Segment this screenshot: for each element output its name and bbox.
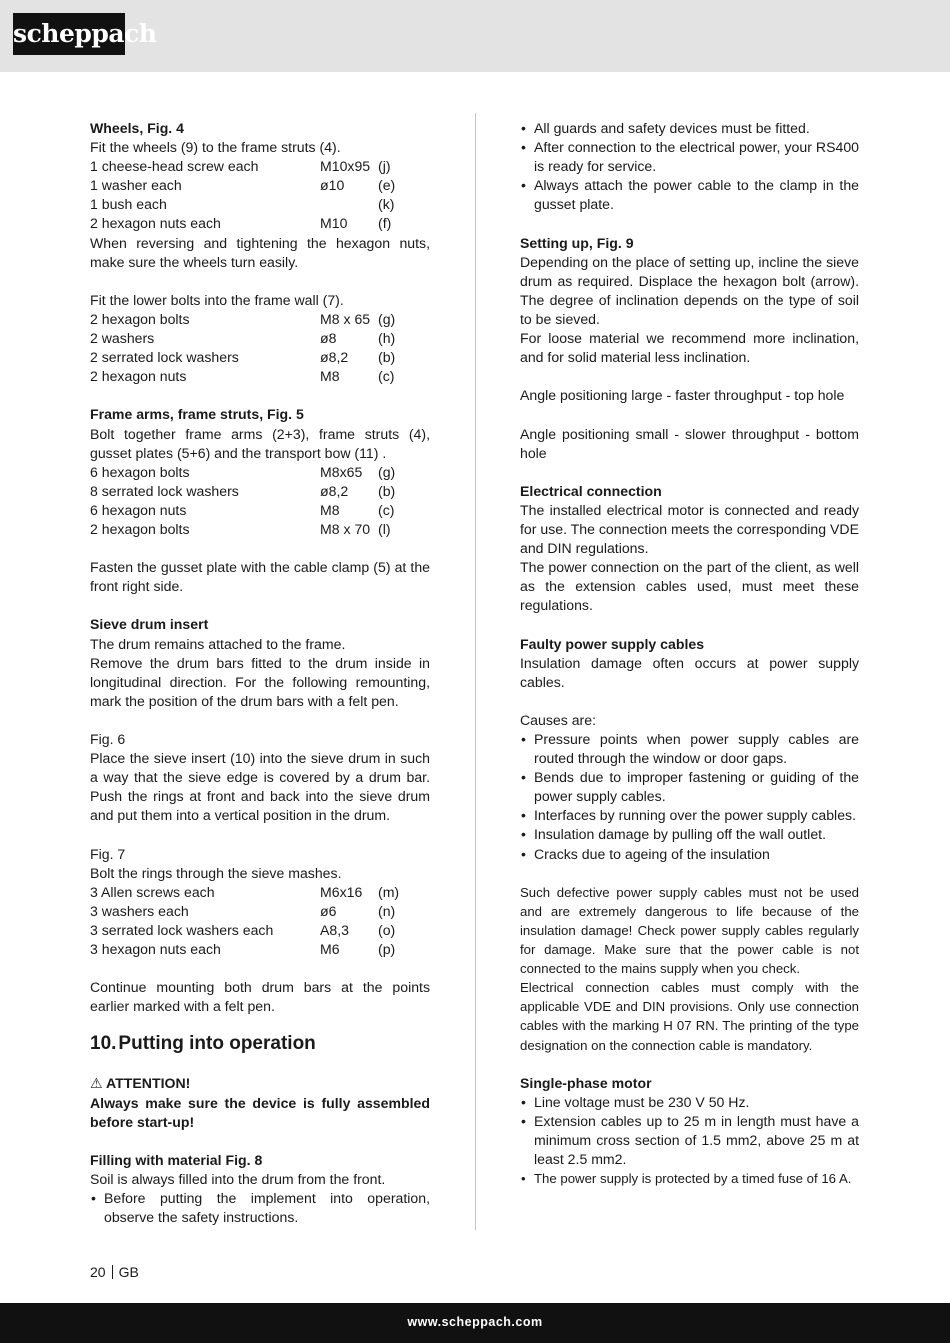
parts-row: 1 cheese-head screw each M10x95 (j) bbox=[90, 158, 391, 175]
list-item: • Bends due to improper fastening or guiding of the power supply cables. bbox=[520, 768, 859, 806]
list-item: • After connection to the electrical power, your RS400 is ready for service. bbox=[520, 138, 859, 176]
frame-heading: Frame arms, frame struts, Fig. 5 bbox=[90, 406, 304, 423]
fig7-text: Bolt the rings through the sieve mashes. bbox=[90, 864, 342, 881]
single-phase-heading: Single-phase motor bbox=[520, 1074, 652, 1091]
parts-row: 2 hexagon bolts M8 x 65 (g) bbox=[90, 310, 396, 327]
list-item: • Line voltage must be 230 V 50 Hz. bbox=[520, 1093, 859, 1112]
page-number bbox=[90, 1264, 139, 1280]
fig6-text: Place the sieve insert (10) into the sieve drum in such a way that the sieve edge is covered by a drum bar. Push the rings at front and back into the sieve drum and put them into a vertical position in the drum. bbox=[90, 750, 430, 824]
list-item: • Interfaces by running over the power supply cables. bbox=[520, 806, 859, 825]
left-column bbox=[90, 119, 430, 1227]
faulty-heading: Faulty power supply cables bbox=[520, 635, 705, 652]
sieve-text-2: Remove the drum bars fitted to the drum inside in longitudinal direction. For the following remounting, mark the position of the drum bars with a felt pen. bbox=[90, 654, 430, 709]
filling-list bbox=[90, 1189, 430, 1227]
section-number: 10. bbox=[90, 1033, 117, 1055]
parts-row: 3 serrated lock washers each A8,3 (o) bbox=[90, 921, 396, 938]
wheels-heading: Wheels, Fig. 4 bbox=[90, 120, 184, 136]
list-item: • All guards and safety devices must be fitted. bbox=[520, 119, 859, 138]
brand-logo: scheppach bbox=[13, 13, 125, 55]
parts-row: 1 bush each (k) bbox=[90, 196, 395, 213]
website-link[interactable]: www.scheppach.com bbox=[407, 1315, 543, 1329]
page-separator bbox=[112, 1265, 113, 1279]
fig6-label: Fig. 6 bbox=[90, 731, 126, 747]
frame-parts-list bbox=[90, 463, 430, 539]
causes-label: Causes are: bbox=[520, 711, 596, 728]
setup-heading: Setting up, Fig. 9 bbox=[520, 234, 634, 251]
list-item: • Always attach the power cable to the clamp in the gusset plate. bbox=[520, 176, 859, 214]
list-item: • The power supply is protected by a timed fuse of 16 A. bbox=[520, 1169, 859, 1188]
parts-row: 6 hexagon nuts M8 (c) bbox=[90, 501, 395, 518]
list-item: • Before putting the implement into operation, observe the safety instructions. bbox=[90, 1189, 430, 1227]
parts-row: 2 serrated lock washers ø8,2 (b) bbox=[90, 349, 396, 366]
safety-list bbox=[520, 119, 859, 214]
fig7-parts-list bbox=[90, 883, 430, 959]
setup-text-2: For loose material we recommend more inclination, and for solid material less inclination. bbox=[520, 330, 859, 366]
electrical-text-1: The installed electrical motor is connected and ready for use. The connection meets the corresponding VDE and DIN regulations. bbox=[520, 501, 859, 557]
parts-row: 6 hexagon bolts M8x65 (g) bbox=[90, 463, 396, 480]
frame-text: Bolt together frame arms (2+3), frame struts (4), gusset plates (5+6) and the transport bow (11) . bbox=[90, 425, 430, 461]
parts-row: 3 hexagon nuts each M6 (p) bbox=[90, 941, 396, 958]
page-language: GB bbox=[118, 1264, 139, 1280]
continue-text: Continue mounting both drum bars at the points earlier marked with a felt pen. bbox=[90, 979, 430, 1015]
parts-row: 1 washer each ø10 (e) bbox=[90, 177, 396, 194]
electrical-text-2: The power connection on the part of the client, as well as the extension cables used, must meet these regulations. bbox=[520, 559, 859, 614]
wheels-parts-list bbox=[90, 157, 430, 233]
column-divider bbox=[475, 113, 476, 1230]
angle-large-text: Angle positioning large - faster throughput - top hole bbox=[520, 387, 845, 404]
attention-text: Always make sure the device is fully assembled before start-up! bbox=[90, 1094, 430, 1130]
filling-text: Soil is always filled into the drum from the front. bbox=[90, 1170, 386, 1187]
filling-heading: Filling with material Fig. 8 bbox=[90, 1151, 263, 1168]
attention-heading: ⚠ ATTENTION! bbox=[90, 1075, 191, 1092]
list-item: • Pressure points when power supply cables are routed through the window or door gaps. bbox=[520, 730, 859, 768]
wheels-text: Fit the wheels (9) to the frame struts (4). bbox=[90, 139, 341, 156]
lower-bolts-text: Fit the lower bolts into the frame wall (7). bbox=[90, 291, 344, 308]
header-bar bbox=[0, 0, 950, 72]
right-column bbox=[520, 119, 859, 1188]
single-phase-list bbox=[520, 1093, 859, 1188]
section-title: Putting into operation bbox=[118, 1033, 316, 1055]
sieve-text-1: The drum remains attached to the frame. bbox=[90, 635, 346, 652]
sieve-heading: Sieve drum insert bbox=[90, 616, 209, 633]
parts-row: 3 washers each ø6 (n) bbox=[90, 902, 396, 919]
faulty-text: Insulation damage often occurs at power supply cables. bbox=[520, 654, 859, 690]
causes-list bbox=[520, 730, 859, 864]
fig7-label: Fig. 7 bbox=[90, 845, 126, 862]
parts-row: 3 Allen screws each M6x16 (m) bbox=[90, 883, 400, 900]
page-number-value: 20 bbox=[90, 1264, 106, 1280]
wheels-note: When reversing and tightening the hexagon nuts, make sure the wheels turn easily. bbox=[90, 234, 430, 270]
angle-small-text: Angle positioning small - slower throughput - bottom hole bbox=[520, 425, 859, 461]
footer-bar bbox=[0, 1303, 950, 1343]
list-item: • Cracks due to ageing of the insulation bbox=[520, 845, 859, 864]
section-heading bbox=[90, 1032, 430, 1056]
list-item: • Insulation damage by pulling off the wall outlet. bbox=[520, 825, 859, 844]
parts-row: 2 hexagon nuts each M10 (f) bbox=[90, 215, 392, 232]
parts-row: 2 hexagon nuts M8 (c) bbox=[90, 368, 395, 385]
parts-row: 8 serrated lock washers ø8,2 (b) bbox=[90, 482, 396, 499]
electrical-heading: Electrical connection bbox=[520, 482, 662, 499]
setup-text-1: Depending on the place of setting up, incline the sieve drum as required. Displace the hexagon bolt (arrow). The degree of inclination depends on the type of soil to be sieved. bbox=[520, 253, 859, 327]
parts-row: 2 washers ø8 (h) bbox=[90, 330, 396, 347]
lower-bolts-parts-list bbox=[90, 310, 430, 386]
defective-cables-text: Such defective power supply cables must not be used and are extremely dangerous to life because of the insulation damage! Check power supply cables regularly for damage. Make sure that the power cable is not connected to the mains supply when you check. bbox=[520, 884, 859, 977]
gusset-text: Fasten the gusset plate with the cable clamp (5) at the front right side. bbox=[90, 559, 430, 595]
connection-cables-text: Electrical connection cables must comply with the applicable VDE and DIN provisions. Only use connection cables with the marking H 07 RN. The printing of the type designation on the connection cable is mandatory. bbox=[520, 980, 859, 1053]
parts-row: 2 hexagon bolts M8 x 70 (l) bbox=[90, 520, 391, 537]
list-item: • Extension cables up to 25 m in length must have a minimum cross section of 1.5 mm2, above 25 m at least 2.5 mm2. bbox=[520, 1112, 859, 1169]
